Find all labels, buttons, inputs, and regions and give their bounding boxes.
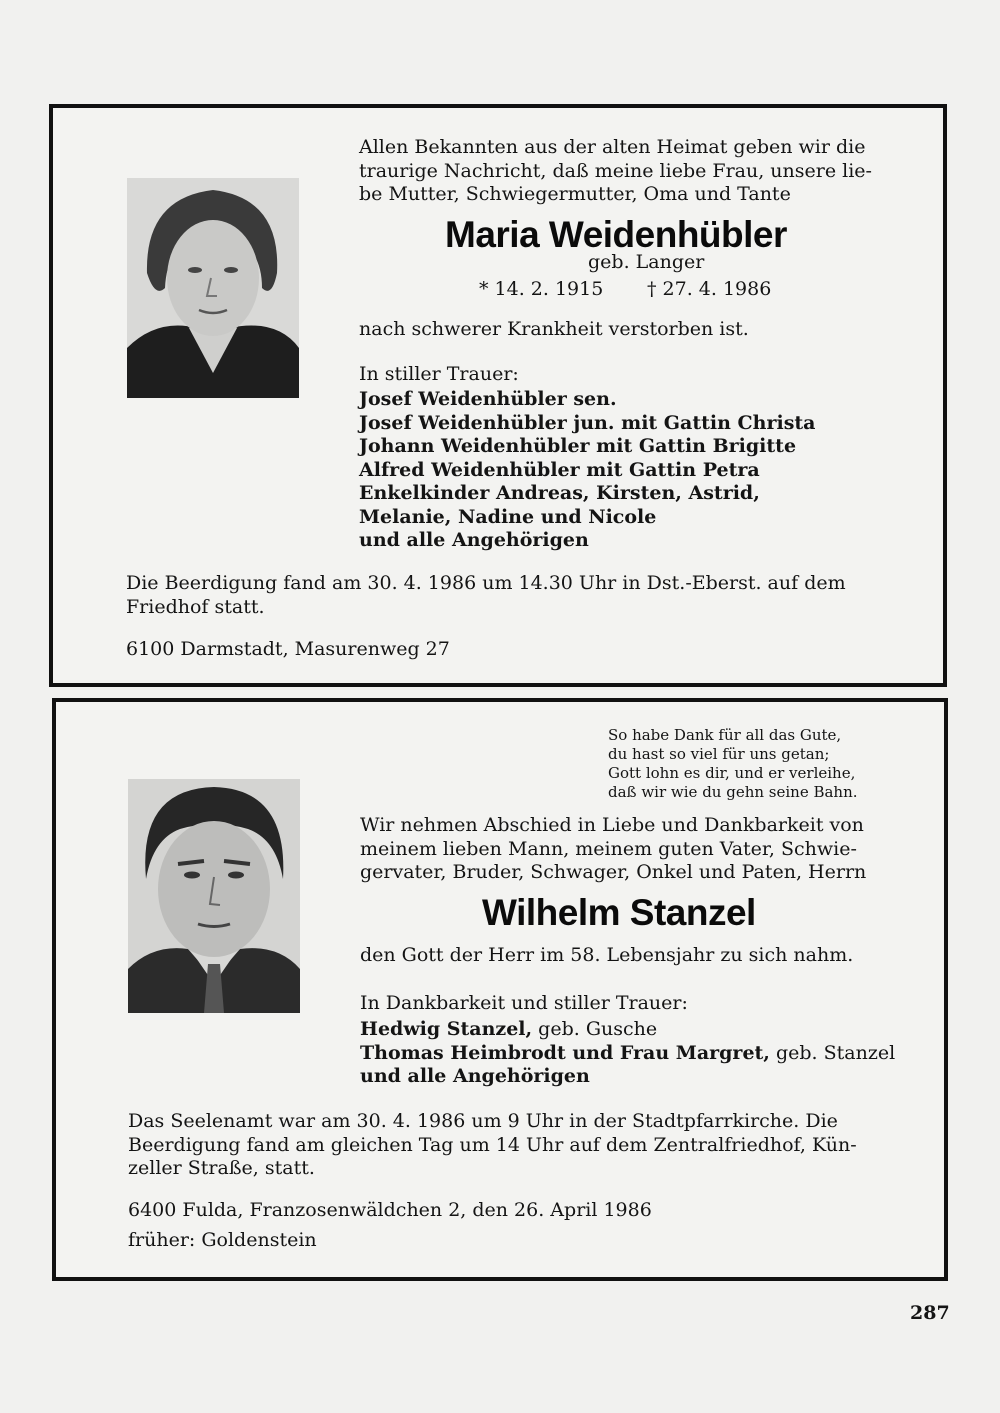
verse-line: Gott lohn es dir, und er verleihe, bbox=[608, 764, 856, 782]
address: 6100 Darmstadt, Masurenweg 27 bbox=[126, 638, 450, 660]
intro-line: gervater, Bruder, Schwager, Onkel und Paten, Herrn bbox=[360, 861, 867, 883]
deceased-name: Maria Weidenhübler bbox=[445, 214, 787, 255]
service-line: Das Seelenamt war am 30. 4. 1986 um 9 Uhr in der Stadtpfarrkirche. Die bbox=[128, 1110, 838, 1132]
mourner-line: Josef Weidenhübler sen. bbox=[359, 388, 617, 410]
memorial-verse bbox=[608, 726, 908, 802]
mourning-label: In Dankbarkeit und stiller Trauer: bbox=[360, 992, 688, 1014]
funeral-line: Friedhof statt. bbox=[126, 595, 265, 618]
deceased-name: Wilhelm Stanzel bbox=[482, 892, 756, 933]
mourner-line: Enkelkinder Andreas, Kirsten, Astrid, bbox=[359, 482, 760, 504]
intro-line: meinem lieben Mann, meinem guten Vater, Schwie- bbox=[360, 837, 857, 860]
obituary-notice-maria-weidenhuebler bbox=[49, 104, 947, 687]
address: 6400 Fulda, Franzosenwäldchen 2, den 26. April 1986 bbox=[128, 1199, 652, 1221]
mourner-name: Hedwig Stanzel, bbox=[360, 1018, 533, 1040]
service-line: Beerdigung fand am gleichen Tag um 14 Uhr auf dem Zentralfriedhof, Kün- bbox=[128, 1133, 857, 1156]
mourner-line: Melanie, Nadine und Nicole bbox=[359, 505, 657, 528]
mourner-line bbox=[360, 1018, 900, 1042]
mourner-line: und alle Angehörigen bbox=[359, 529, 589, 551]
intro-line: Allen Bekannten aus der alten Heimat geben wir die bbox=[359, 136, 866, 158]
maiden-name: geb. Langer bbox=[588, 251, 705, 273]
portrait-photo-woman bbox=[127, 178, 299, 398]
mourners-list bbox=[359, 388, 879, 553]
mourner-name: Thomas Heimbrodt und Frau Margret, bbox=[360, 1041, 770, 1064]
funeral-line: Die Beerdigung fand am 30. 4. 1986 um 14.30 Uhr in Dst.-Eberst. auf dem bbox=[126, 572, 846, 594]
verse-line: So habe Dank für all das Gute, bbox=[608, 726, 842, 744]
former-hometown: früher: Goldenstein bbox=[128, 1229, 317, 1251]
mourner-line: Johann Weidenhübler mit Gattin Brigitte bbox=[359, 435, 797, 457]
funeral-info bbox=[126, 572, 873, 619]
verse-line: daß wir wie du gehn seine Bahn. bbox=[608, 783, 858, 801]
mourner-line: und alle Angehörigen bbox=[360, 1065, 590, 1087]
service-line: zeller Straße, statt. bbox=[128, 1157, 315, 1179]
portrait-photo-man bbox=[128, 779, 300, 1013]
intro-text bbox=[360, 814, 876, 885]
mourner-line bbox=[360, 1042, 900, 1066]
intro-line: traurige Nachricht, daß meine liebe Frau, unsere lie- bbox=[359, 159, 872, 182]
service-info bbox=[128, 1110, 871, 1181]
mourner-line: Alfred Weidenhübler mit Gattin Petra bbox=[359, 458, 760, 481]
page-number: 287 bbox=[910, 1302, 950, 1324]
death-date: † 27. 4. 1986 bbox=[647, 278, 772, 300]
intro-line: be Mutter, Schwiegermutter, Oma und Tante bbox=[359, 183, 791, 205]
intro-text bbox=[359, 136, 879, 207]
obituary-notice-wilhelm-stanzel bbox=[52, 698, 948, 1281]
death-statement: den Gott der Herr im 58. Lebensjahr zu sich nahm. bbox=[360, 944, 854, 966]
mourners-list bbox=[360, 1018, 900, 1089]
mourning-label: In stiller Trauer: bbox=[359, 363, 519, 385]
intro-line: Wir nehmen Abschied in Liebe und Dankbarkeit von bbox=[360, 814, 864, 836]
mourner-detail: geb. Gusche bbox=[532, 1018, 658, 1040]
mourner-line: Josef Weidenhübler jun. mit Gattin Christa bbox=[359, 411, 816, 434]
death-statement: nach schwerer Krankheit verstorben ist. bbox=[359, 318, 749, 340]
mourner-detail: geb. Stanzel bbox=[769, 1041, 896, 1064]
birth-date: * 14. 2. 1915 bbox=[479, 278, 604, 300]
verse-line: du hast so viel für uns getan; bbox=[608, 745, 830, 763]
